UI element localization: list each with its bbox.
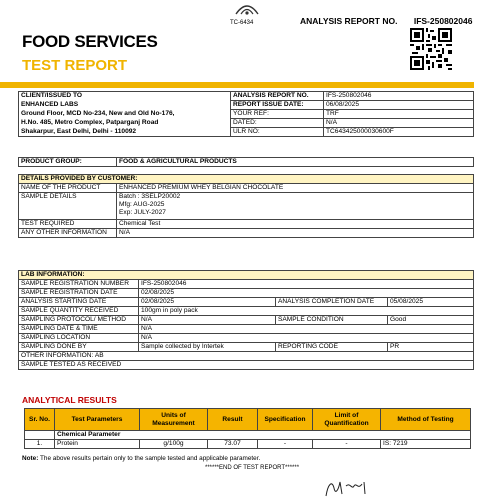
- field-value: 02/08/2025: [139, 289, 474, 298]
- column-header: Sr. No.: [25, 409, 55, 431]
- lab-heading: LAB INFORMATION:: [19, 271, 474, 280]
- exp-line: Exp: JULY-2027: [119, 209, 166, 216]
- field-value: 05/08/2025: [388, 298, 474, 307]
- lab-information-table: [18, 270, 474, 370]
- client-address-line: H.No. 485, Metro Complex, Patparganj Road: [19, 119, 231, 128]
- field-value: IFS-250802046: [324, 92, 474, 101]
- field-value: Sample collected by Intertek: [139, 343, 276, 352]
- signature: [320, 476, 380, 500]
- column-header: Method of Testing: [381, 409, 471, 431]
- field-value: 06/08/2025: [324, 101, 474, 110]
- field-label: TEST REQUIRED: [19, 220, 117, 229]
- mfg-line: Mfg: AUG-2025: [119, 201, 165, 208]
- field-value: N/A: [139, 334, 474, 343]
- result-specification: -: [258, 440, 313, 449]
- result-value: 73.07: [208, 440, 258, 449]
- field-value: 02/08/2025: [139, 298, 276, 307]
- client-address-line: Ground Floor, MCD No-234, New and Old No-176,: [19, 110, 231, 119]
- result-unit: g/100g: [140, 440, 208, 449]
- client-address-line: Shakarpur, East Delhi, Delhi - 110092: [19, 128, 231, 137]
- field-label: REPORT ISSUE DATE:: [231, 101, 324, 110]
- field-value: N/A: [139, 316, 276, 325]
- field-value: TC643425000030600F: [324, 128, 474, 137]
- title-test-report: TEST REPORT: [22, 57, 128, 74]
- field-label: DATED:: [231, 119, 324, 128]
- product-group-value: FOOD & AGRICULTURAL PRODUCTS: [117, 158, 474, 167]
- analytical-results-heading: ANALYTICAL RESULTS: [22, 395, 117, 405]
- field-label: SAMPLE QUANTITY RECEIVED: [19, 307, 139, 316]
- results-table: [24, 408, 471, 449]
- field-value: N/A: [117, 229, 474, 238]
- field-label: NAME OF THE PRODUCT: [19, 184, 117, 193]
- customer-details-table: [18, 174, 474, 238]
- header-divider: [0, 82, 474, 88]
- result-method: IS: 7219: [381, 440, 471, 449]
- lab-logo: [232, 0, 262, 20]
- field-value: Chemical Test: [117, 220, 474, 229]
- field-value: 100gm in poly pack: [139, 307, 474, 316]
- report-no-value: IFS-250802046: [413, 16, 473, 26]
- field-label: REPORTING CODE: [276, 343, 388, 352]
- column-header: Limit of Quantification: [313, 409, 381, 431]
- column-header: Units of Measurement: [140, 409, 208, 431]
- field-label: SAMPLING DONE BY: [19, 343, 139, 352]
- field-value: ENHANCED PREMIUM WHEY BELGIAN CHOCOLATE: [117, 184, 474, 193]
- other-information: OTHER INFORMATION: AB: [19, 352, 474, 361]
- tc-code: TC-6434: [230, 20, 254, 26]
- field-value: IFS-250802046: [139, 280, 474, 289]
- customer-heading: DETAILS PROVIDED BY CUSTOMER:: [19, 175, 474, 184]
- footnote: [22, 455, 260, 462]
- note-label: Note:: [22, 455, 39, 462]
- field-label: ANY OTHER INFORMATION: [19, 229, 117, 238]
- empty-cell: [25, 431, 55, 440]
- result-sr-no: 1.: [25, 440, 55, 449]
- result-parameter: Protein: [55, 440, 140, 449]
- field-label: SAMPLING PROTOCOL/ METHOD: [19, 316, 139, 325]
- report-number-header: [300, 16, 472, 26]
- field-value: N/A: [139, 325, 474, 334]
- sample-tested-as: SAMPLE TESTED AS RECEIVED: [19, 361, 474, 370]
- field-label: YOUR REF:: [231, 110, 324, 119]
- field-value: TRF: [324, 110, 474, 119]
- column-header: Test Parameters: [55, 409, 140, 431]
- client-heading: CLIENT/ISSUED TO: [19, 92, 231, 101]
- end-of-report: ******END OF TEST REPORT******: [205, 465, 300, 471]
- report-no-label: ANALYSIS REPORT NO.: [300, 16, 398, 26]
- field-label: SAMPLE DETAILS: [19, 193, 117, 220]
- column-header: Result: [208, 409, 258, 431]
- result-loq: -: [313, 440, 381, 449]
- parameter-group: Chemical Parameter: [55, 431, 471, 440]
- title-food-services: FOOD SERVICES: [22, 32, 158, 51]
- field-label: SAMPLE CONDITION: [276, 316, 388, 325]
- field-label: SAMPLING LOCATION: [19, 334, 139, 343]
- field-label: ULR NO:: [231, 128, 324, 137]
- field-value: Good: [388, 316, 474, 325]
- sample-details-value: [117, 193, 474, 220]
- qr-code[interactable]: [410, 28, 452, 70]
- client-name: ENHANCED LABS: [19, 101, 231, 110]
- field-label: SAMPLE REGISTRATION DATE: [19, 289, 139, 298]
- product-group-table: [18, 157, 474, 167]
- field-value: N/A: [324, 119, 474, 128]
- field-value: PR: [388, 343, 474, 352]
- note-text: The above results pertain only to the sample tested and applicable parameter.: [40, 455, 261, 462]
- client-info-table: [18, 91, 474, 137]
- field-label: ANALYSIS STARTING DATE: [19, 298, 139, 307]
- field-label: ANALYSIS REPORT NO.: [231, 92, 324, 101]
- field-label: SAMPLE REGISTRATION NUMBER: [19, 280, 139, 289]
- field-label: SAMPLING DATE & TIME: [19, 325, 139, 334]
- batch-line: Batch : 3SELP20002: [119, 193, 181, 200]
- column-header: Specification: [258, 409, 313, 431]
- product-group-label: PRODUCT GROUP:: [19, 158, 117, 167]
- field-label: ANALYSIS COMPLETION DATE: [276, 298, 388, 307]
